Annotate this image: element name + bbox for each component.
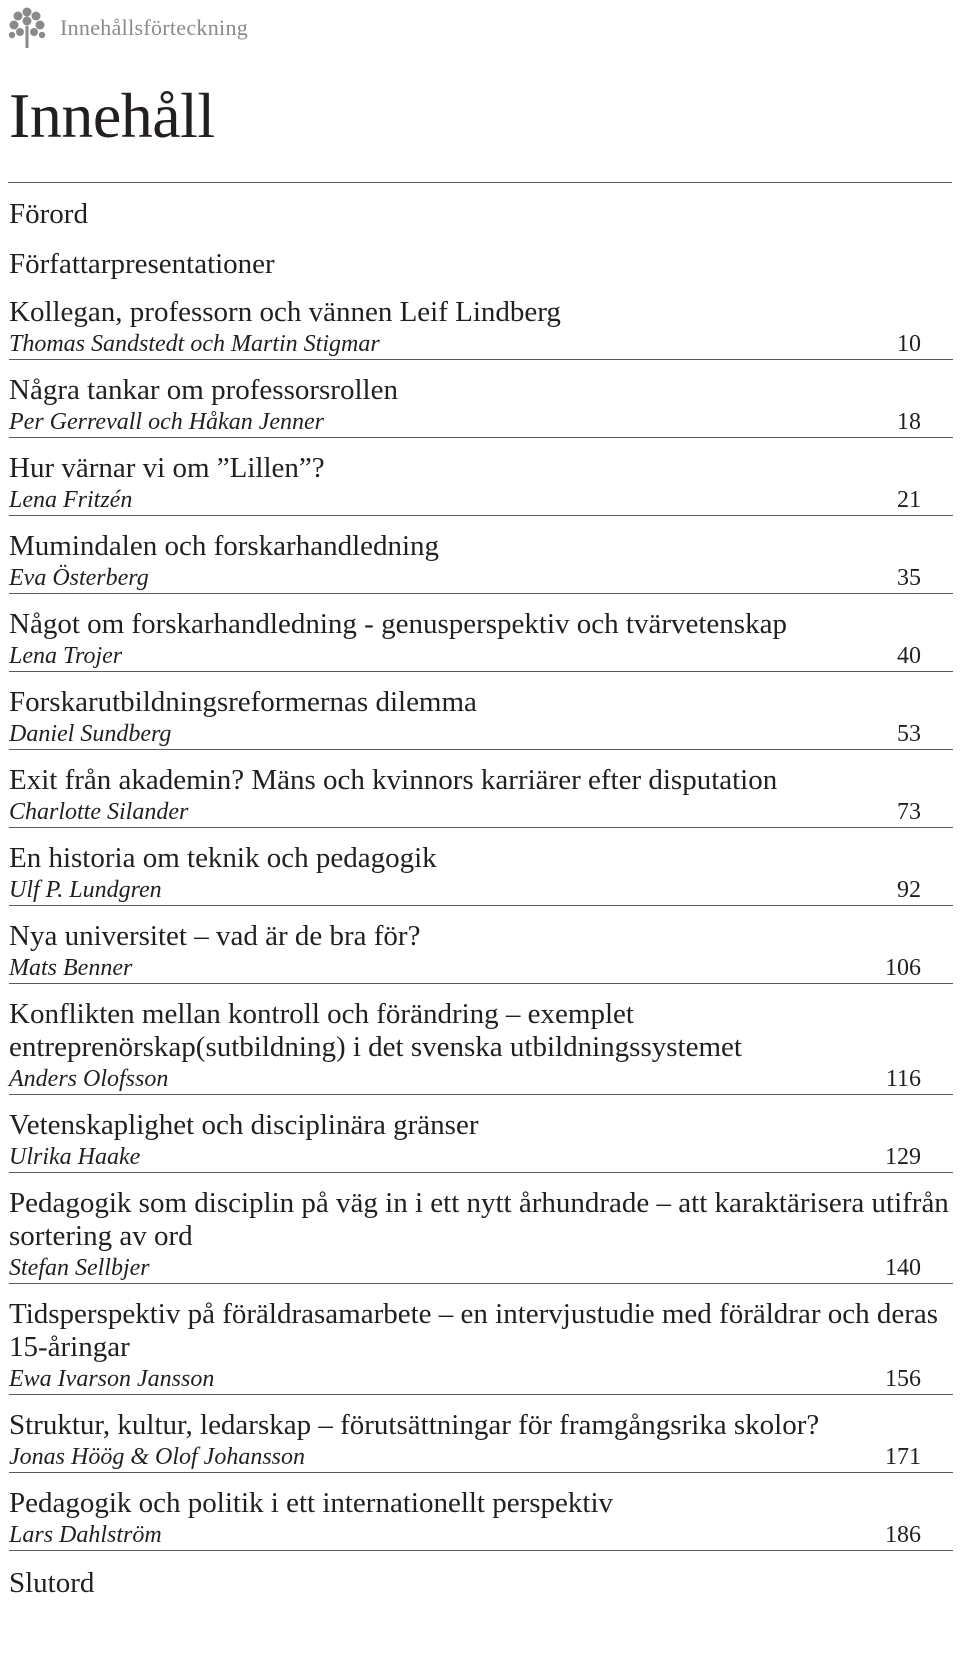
chapter-title: Kollegan, professorn och vännen Leif Lindberg bbox=[9, 296, 561, 328]
chapter-title: Mumindalen och forskarhandledning bbox=[9, 530, 440, 562]
chapter-author: Ulrika Haake bbox=[9, 1144, 141, 1170]
chapter-author: Mats Benner bbox=[9, 955, 133, 981]
toc-entry-afterword[interactable]: Slutord bbox=[9, 1567, 95, 1599]
toc-entry[interactable] bbox=[9, 1187, 953, 1284]
chapter-meta bbox=[9, 953, 953, 983]
chapter-title: Forskarutbildningsreformernas dilemma bbox=[9, 686, 477, 718]
page-number: 40 bbox=[897, 643, 921, 669]
chapter-meta bbox=[9, 875, 953, 905]
chapter-meta bbox=[9, 641, 953, 671]
toc-entry-author-presentations[interactable]: Författarpresentationer bbox=[9, 248, 275, 280]
chapter-author: Thomas Sandstedt och Martin Stigmar bbox=[9, 331, 380, 357]
page-number: 171 bbox=[885, 1444, 921, 1470]
chapter-author: Jonas Höög & Olof Johansson bbox=[9, 1444, 305, 1470]
toc-entry[interactable] bbox=[9, 998, 953, 1095]
tree-logo-icon bbox=[8, 6, 46, 50]
chapter-author: Ulf P. Lundgren bbox=[9, 877, 162, 903]
toc-entry[interactable] bbox=[9, 1487, 953, 1551]
chapter-author: Daniel Sundberg bbox=[9, 721, 172, 747]
page-number: 129 bbox=[885, 1144, 921, 1170]
toc-entry-preface[interactable]: Förord bbox=[9, 198, 88, 230]
chapter-title: Struktur, kultur, ledarskap – förutsättningar för framgångsrika skolor? bbox=[9, 1409, 820, 1441]
toc-entry[interactable] bbox=[9, 842, 953, 906]
chapter-author: Eva Österberg bbox=[9, 565, 149, 591]
chapter-meta bbox=[9, 1253, 953, 1283]
chapter-title: Vetenskaplighet och disciplinära gränser bbox=[9, 1109, 479, 1141]
chapter-author: Lena Trojer bbox=[9, 643, 123, 669]
toc-entry[interactable] bbox=[9, 1298, 953, 1395]
chapter-author: Lena Fritzén bbox=[9, 487, 133, 513]
chapter-meta bbox=[9, 329, 953, 359]
toc-entry[interactable] bbox=[9, 296, 953, 360]
chapter-title: Tidsperspektiv på föräldrasamarbete – en intervjustudie med föräldrar och deras 15-åringar bbox=[9, 1298, 939, 1363]
chapter-title: Några tankar om professorsrollen bbox=[9, 374, 398, 406]
chapter-meta bbox=[9, 1064, 953, 1094]
chapter-author: Per Gerrevall och Håkan Jenner bbox=[9, 409, 324, 435]
toc-entry[interactable] bbox=[9, 686, 953, 750]
page-title: Innehåll bbox=[9, 80, 215, 151]
chapter-title: En historia om teknik och pedagogik bbox=[9, 842, 437, 874]
chapter-author: Stefan Sellbjer bbox=[9, 1255, 150, 1281]
chapter-meta bbox=[9, 797, 953, 827]
page-number: 73 bbox=[897, 799, 921, 825]
chapter-title: Något om forskarhandledning - genusperspektiv och tvärvetenskap bbox=[9, 608, 787, 640]
page-number: 18 bbox=[897, 409, 921, 435]
running-title: Innehållsförteckning bbox=[60, 15, 249, 40]
chapter-meta bbox=[9, 485, 953, 515]
page-number: 140 bbox=[885, 1255, 921, 1281]
toc-entry[interactable] bbox=[9, 920, 953, 984]
chapter-title: Konflikten mellan kontroll och förändring – exemplet entreprenörskap(sutbildning) i det svenska utbildningssystemet bbox=[9, 998, 742, 1063]
toc-entry[interactable] bbox=[9, 452, 953, 516]
toc-entry[interactable] bbox=[9, 530, 953, 594]
chapter-meta bbox=[9, 1520, 953, 1550]
chapter-author: Lars Dahlström bbox=[9, 1522, 162, 1548]
chapter-title: Hur värnar vi om ”Lillen”? bbox=[9, 452, 325, 484]
chapter-title: Pedagogik som disciplin på väg in i ett nytt århundrade – att karaktärisera utifrån sortering av ord bbox=[9, 1187, 949, 1252]
running-head bbox=[8, 6, 248, 50]
page-number: 106 bbox=[885, 955, 921, 981]
table-of-contents bbox=[9, 196, 953, 1615]
chapter-title: Exit från akademin? Mäns och kvinnors karriärer efter disputation bbox=[9, 764, 778, 796]
toc-entry[interactable] bbox=[9, 1409, 953, 1473]
chapter-author: Anders Olofsson bbox=[9, 1066, 169, 1092]
toc-entry[interactable] bbox=[9, 764, 953, 828]
chapter-meta bbox=[9, 719, 953, 749]
chapter-title: Pedagogik och politik i ett internationellt perspektiv bbox=[9, 1487, 614, 1519]
page-number: 156 bbox=[885, 1366, 921, 1392]
toc-chapter-list bbox=[9, 296, 953, 1551]
chapter-title: Nya universitet – vad är de bra för? bbox=[9, 920, 421, 952]
page-number: 92 bbox=[897, 877, 921, 903]
toc-entry[interactable] bbox=[9, 374, 953, 438]
page-number: 21 bbox=[897, 487, 921, 513]
chapter-author: Charlotte Silander bbox=[9, 799, 189, 825]
chapter-meta bbox=[9, 407, 953, 437]
chapter-author: Ewa Ivarson Jansson bbox=[9, 1366, 215, 1392]
toc-entry[interactable] bbox=[9, 608, 953, 672]
page-number: 35 bbox=[897, 565, 921, 591]
page-number: 186 bbox=[885, 1522, 921, 1548]
page-number: 116 bbox=[885, 1066, 921, 1092]
toc-entry[interactable] bbox=[9, 1109, 953, 1173]
chapter-meta bbox=[9, 1442, 953, 1472]
page-number: 53 bbox=[897, 721, 921, 747]
title-divider bbox=[8, 182, 952, 183]
chapter-meta bbox=[9, 1364, 953, 1394]
page-number: 10 bbox=[897, 331, 921, 357]
chapter-meta bbox=[9, 563, 953, 593]
chapter-meta bbox=[9, 1142, 953, 1172]
